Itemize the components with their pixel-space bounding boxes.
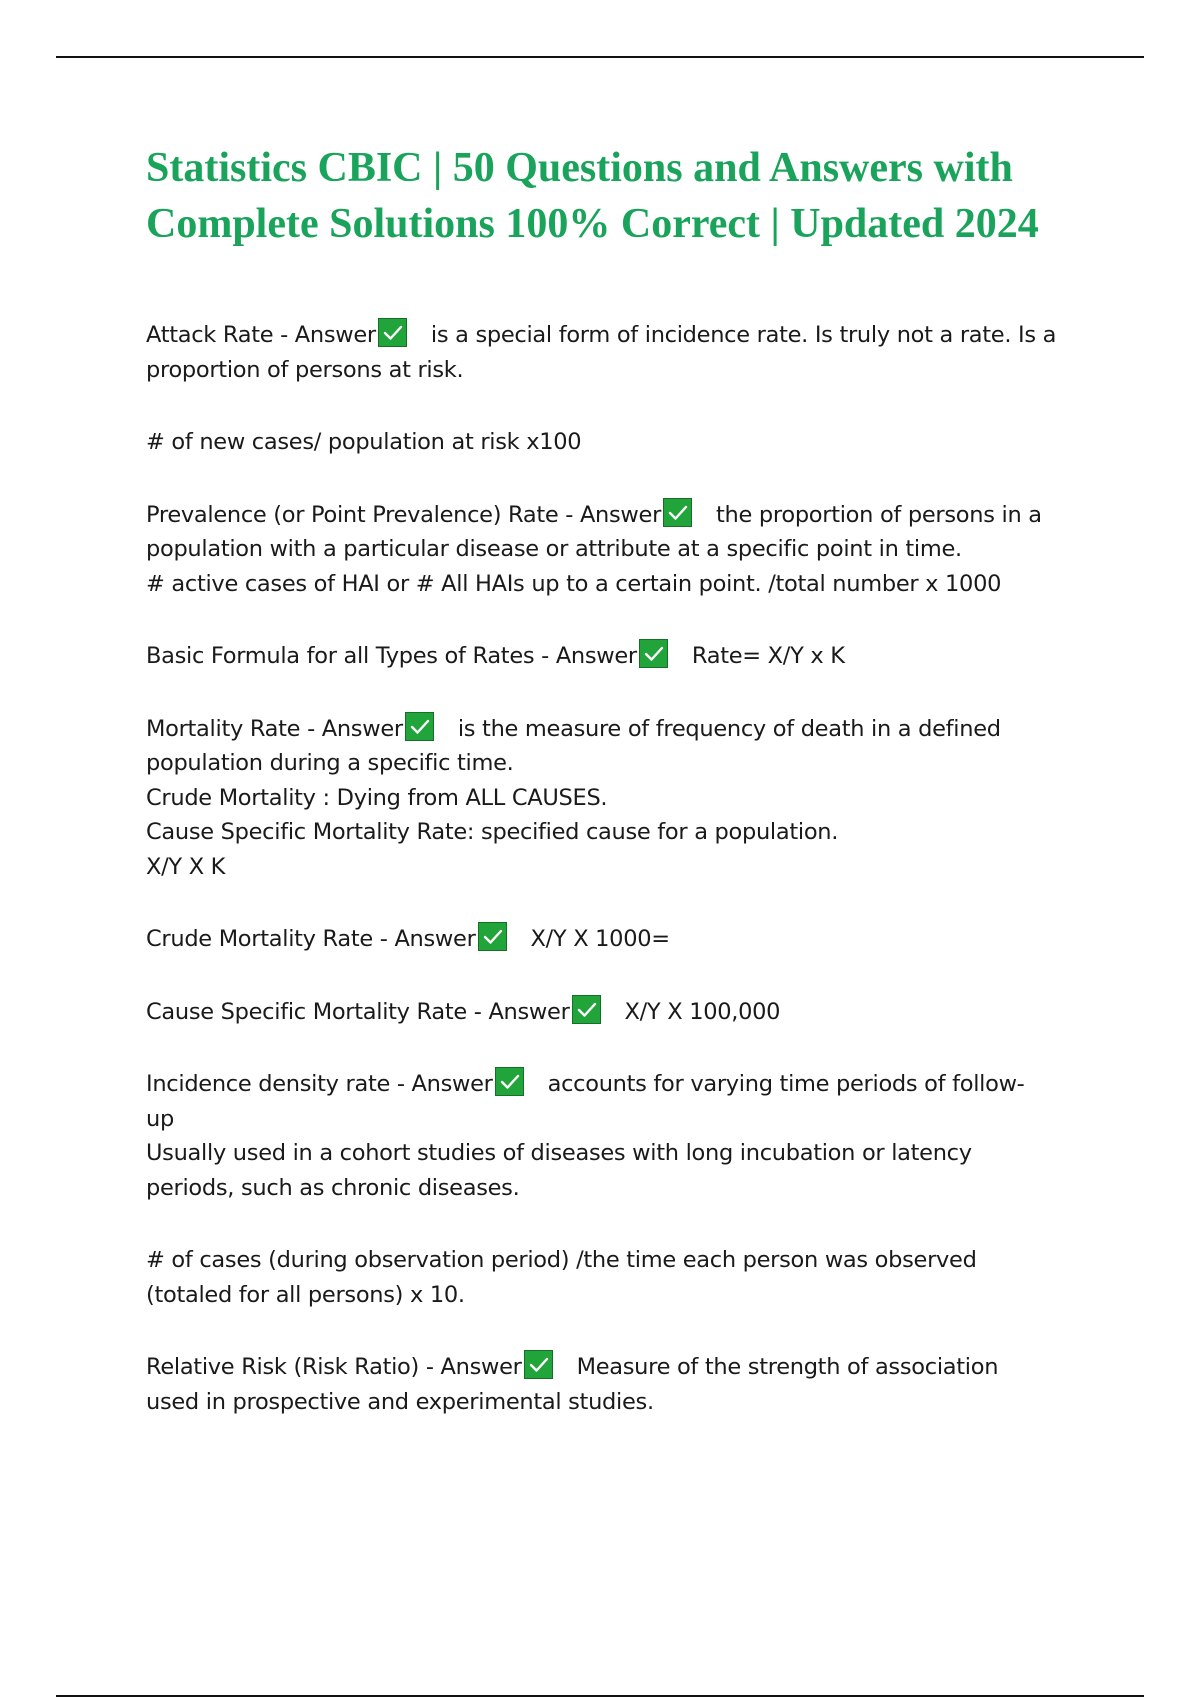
question-text: Relative Risk (Risk Ratio) - Answer (146, 1354, 522, 1380)
entry-line (146, 922, 1096, 957)
entry-line: up (146, 1105, 174, 1132)
qa-entry (146, 922, 1096, 957)
question-text: Cause Specific Mortality Rate - Answer (146, 998, 570, 1025)
check-mark-icon (495, 1067, 524, 1096)
qa-entry (146, 1350, 1096, 1419)
entry-line: # of new cases/ population at risk x100 (146, 429, 582, 455)
entry-line: (totaled for all persons) x 10. (146, 1281, 465, 1308)
answer-text: the proportion of persons in a (716, 501, 1042, 528)
entry-line (146, 318, 1096, 353)
check-mark-icon (639, 639, 668, 668)
top-rule (56, 56, 1144, 58)
question-text: Basic Formula for all Types of Rates - Answer (146, 643, 637, 669)
qa-entry (146, 318, 1096, 387)
entry-line: periods, such as chronic diseases. (146, 1174, 520, 1201)
entry-line (146, 1350, 1096, 1385)
answer-text: accounts for varying time periods of follow- (547, 1071, 1025, 1097)
qa-entry (146, 498, 1096, 602)
check-mark-icon (378, 318, 407, 347)
entry-line: Crude Mortality : Dying from ALL CAUSES. (146, 784, 608, 811)
question-text: Attack Rate - Answer (146, 322, 376, 348)
check-mark-icon (405, 712, 434, 741)
document-title (146, 140, 1096, 252)
document-page (146, 140, 1096, 1457)
title-line-1: Statistics CBIC | 50 Questions and Answers with (146, 145, 1013, 191)
entry-line: # active cases of HAI or # All HAIs up to a certain point. /total number x 1000 (146, 570, 1002, 597)
qa-entry (146, 1243, 1096, 1312)
entry-line: X/Y X K (146, 853, 226, 880)
entry-line (146, 712, 1096, 747)
answer-text: X/Y X 1000= (530, 926, 670, 952)
answer-text: Measure of the strength of association (576, 1354, 999, 1380)
entry-line (146, 639, 1096, 674)
qa-entry (146, 712, 1096, 885)
entry-line: population during a specific time. (146, 750, 514, 776)
qa-entry (146, 1067, 1096, 1205)
question-text: Prevalence (or Point Prevalence) Rate - Answer (146, 501, 662, 528)
answer-text: Rate= X/Y x K (691, 643, 845, 669)
answer-text: X/Y X 100,000 (624, 998, 781, 1025)
qa-entry (146, 995, 1096, 1030)
entry-line: # of cases (during observation period) /the time each person was observed (146, 1247, 977, 1273)
question-text: Incidence density rate - Answer (146, 1071, 493, 1097)
check-mark-icon (524, 1350, 553, 1379)
entry-line (146, 995, 1096, 1030)
qa-entry (146, 639, 1096, 674)
qa-list (146, 318, 1096, 1419)
answer-text: is the measure of frequency of death in a defined (457, 715, 1001, 742)
entry-line: proportion of persons at risk. (146, 356, 464, 383)
title-line-2: Complete Solutions 100% Correct | Updated 2024 (146, 201, 1039, 247)
check-mark-icon (478, 922, 507, 951)
entry-line: Cause Specific Mortality Rate: specified cause for a population. (146, 819, 839, 845)
entry-line (146, 498, 1096, 533)
question-text: Crude Mortality Rate - Answer (146, 926, 476, 952)
qa-entry (146, 425, 1096, 460)
check-mark-icon (663, 498, 692, 527)
question-text: Mortality Rate - Answer (146, 715, 403, 742)
answer-text: is a special form of incidence rate. Is truly not a rate. Is a (430, 322, 1057, 348)
entry-line (146, 1067, 1096, 1102)
entry-line: used in prospective and experimental studies. (146, 1388, 654, 1415)
check-mark-icon (572, 995, 601, 1024)
entry-line: population with a particular disease or attribute at a specific point in time. (146, 536, 962, 562)
entry-line: Usually used in a cohort studies of diseases with long incubation or latency (146, 1140, 972, 1166)
bottom-rule (56, 1695, 1144, 1697)
